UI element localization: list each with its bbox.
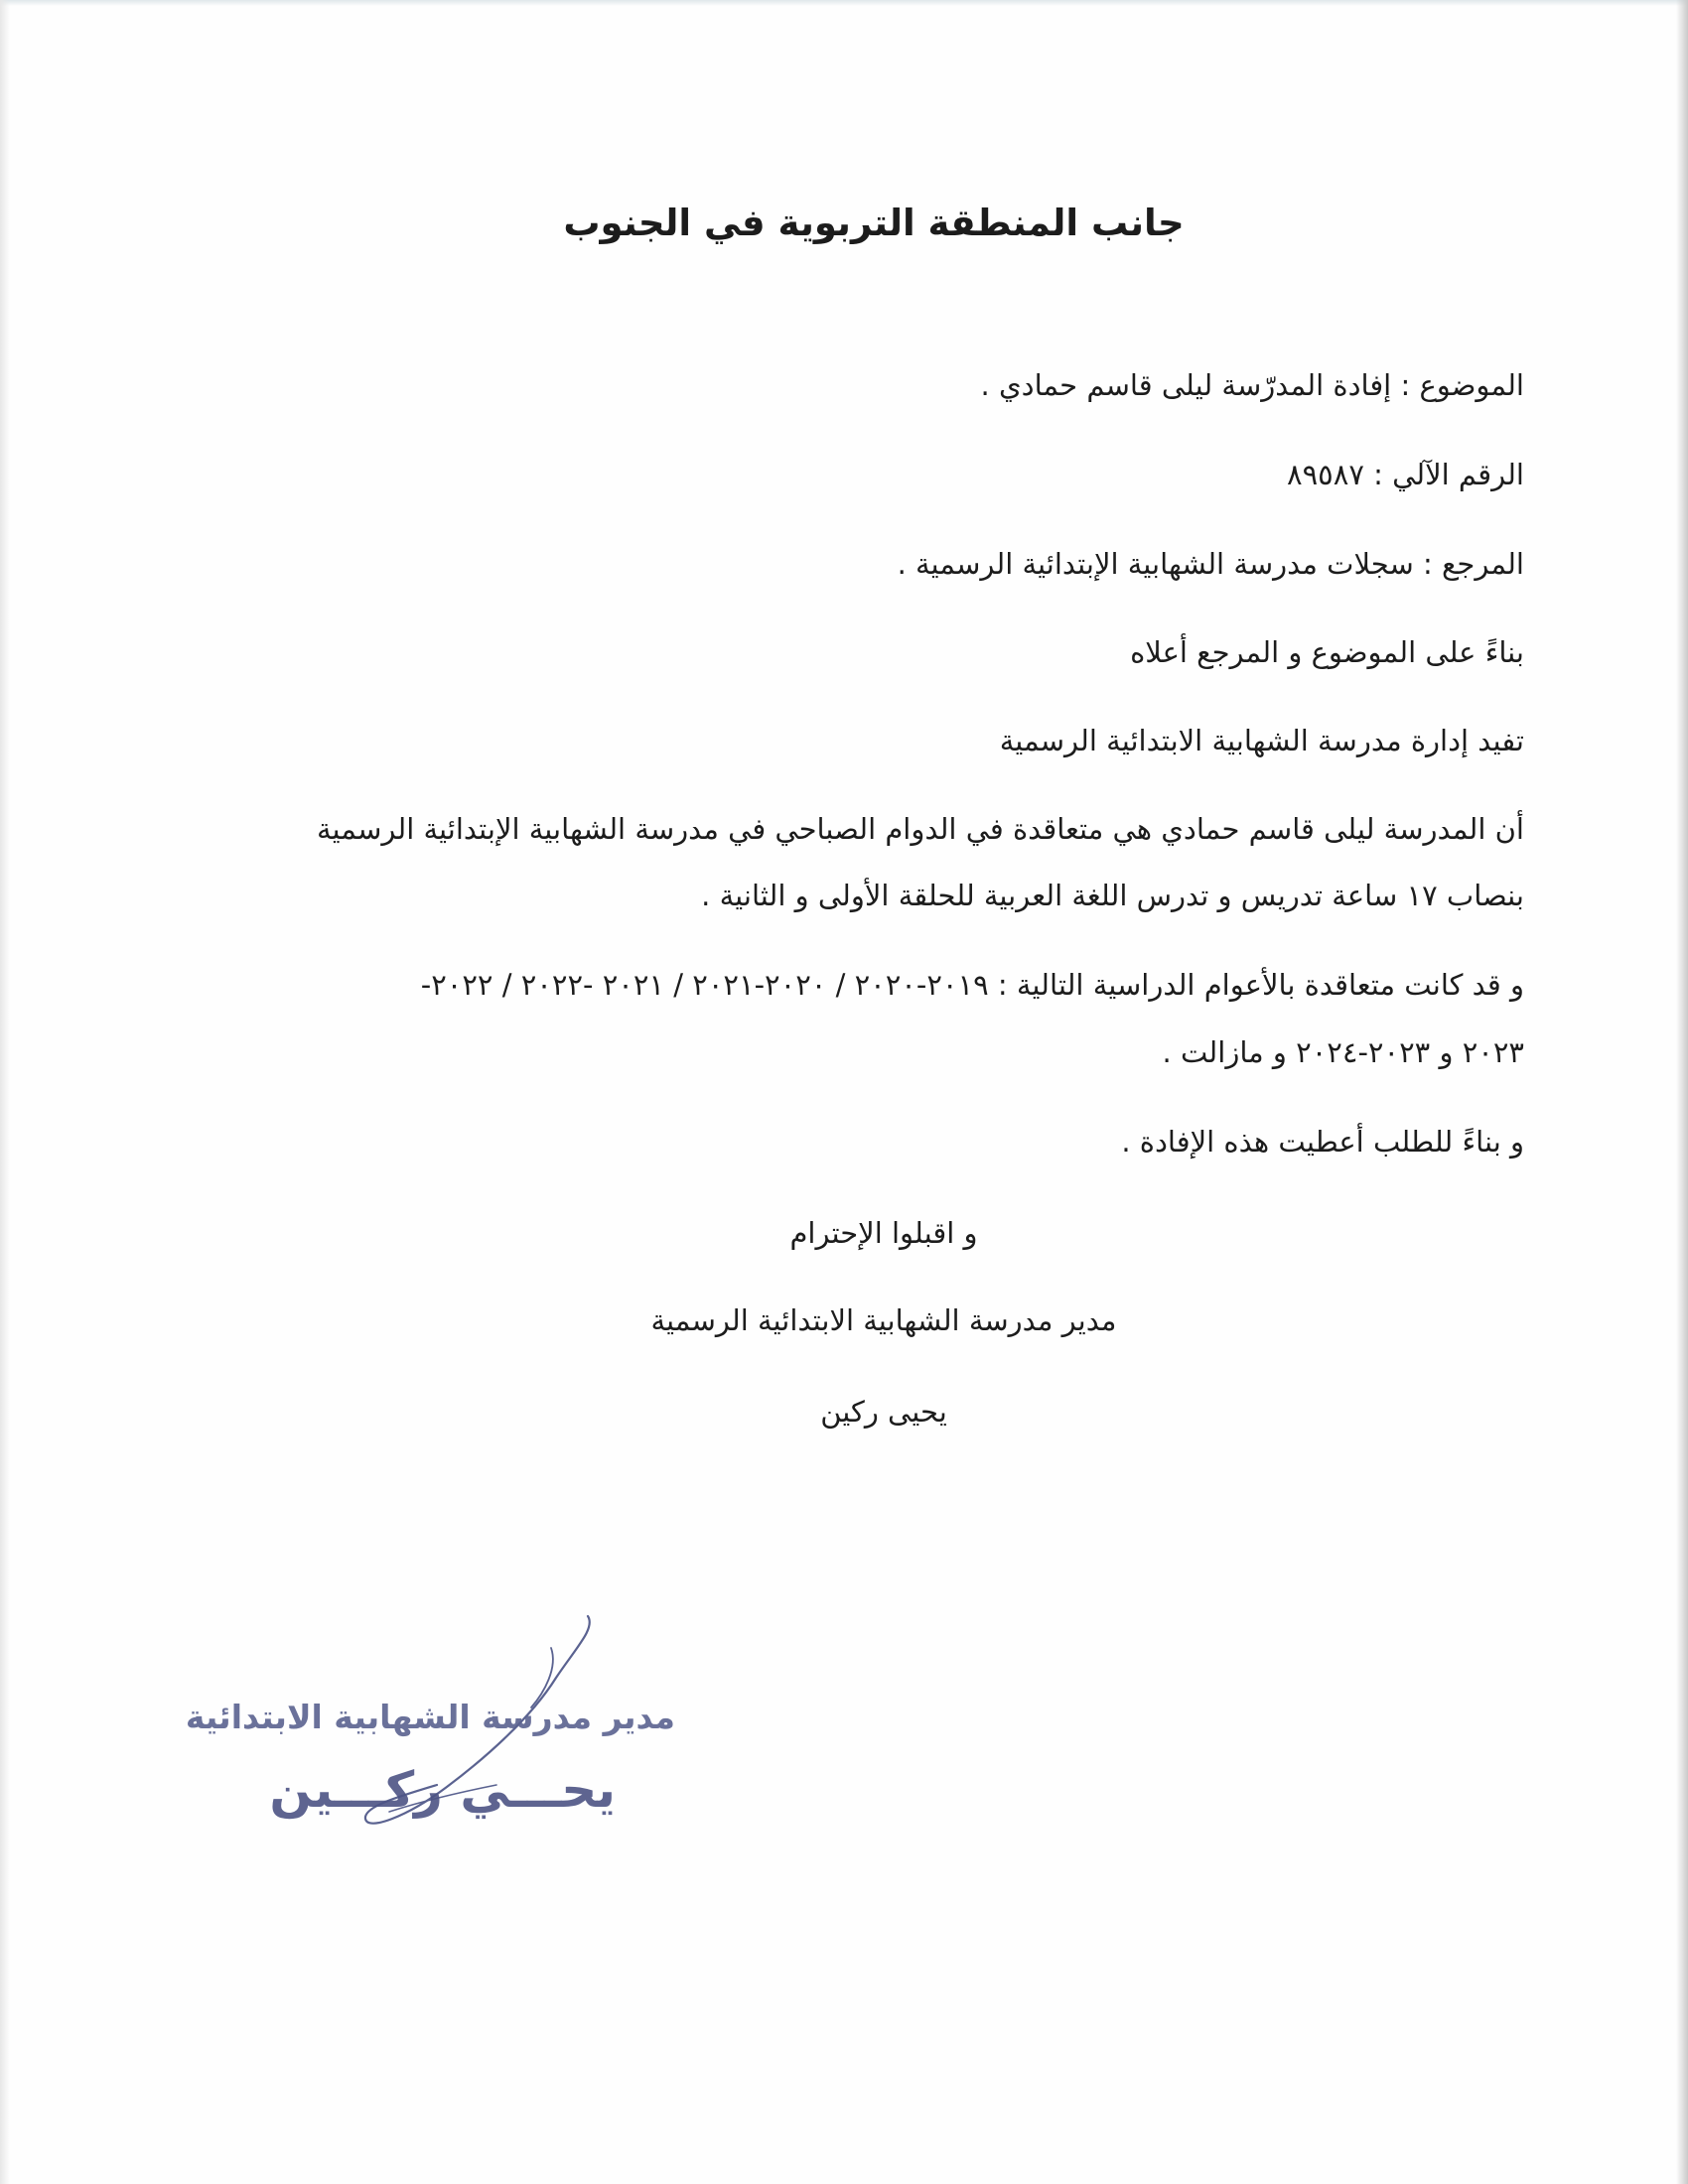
request-line: و بناءً للطلب أعطيت هذه الإفادة . bbox=[1121, 1125, 1524, 1159]
signer-name: يحيى ركين bbox=[820, 1395, 947, 1429]
signer-title: مدير مدرسة الشهابية الابتدائية الرسمية bbox=[650, 1303, 1117, 1337]
scan-edge-right bbox=[1676, 0, 1688, 2184]
stamp-title: مدير مدرسة الشهابية الابتدائية bbox=[185, 1698, 675, 1736]
scan-edge-top bbox=[0, 0, 1688, 6]
body-line-2: بنصاب ١٧ ساعة تدريس و تدرس اللغة العربية للحلقة الأولى و الثانية . bbox=[701, 879, 1524, 912]
subject-line: الموضوع : إفادة المدرّسة ليلى قاسم حمادي . bbox=[980, 368, 1524, 402]
years-line-2: ٢٠٢٣ و ٢٠٢٣-٢٠٢٤ و مازالت . bbox=[1162, 1035, 1524, 1069]
years-line-1: و قد كانت متعاقدة بالأعوام الدراسية التالية : ٢٠١٩-٢٠٢٠ / ٢٠٢٠-٢٠٢١ / ٢٠٢١ -٢٠٢٢ / ٢٠٢٢- bbox=[420, 968, 1524, 1002]
reference-line: المرجع : سجلات مدرسة الشهابية الإبتدائية الرسمية . bbox=[897, 547, 1524, 581]
stamp-name: يحـــي ركـــين bbox=[269, 1761, 616, 1819]
body-line-1: أن المدرسة ليلى قاسم حمادي هي متعاقدة في الدوام الصباحي في مدرسة الشهابية الإبتدائية الرسمية bbox=[317, 812, 1524, 846]
automated-number-line: الرقم الآلي : ٨٩٥٨٧ bbox=[1287, 458, 1524, 491]
signature-stamp bbox=[185, 1608, 715, 1846]
letter-heading: جانب المنطقة التربوية في الجنوب bbox=[563, 202, 1185, 244]
scan-edge-left bbox=[0, 0, 10, 2184]
based-on-line: بناءً على الموضوع و المرجع أعلاه bbox=[1130, 635, 1524, 669]
closing-line: و اقبلوا الإحترام bbox=[789, 1216, 978, 1250]
administration-line: تفيد إدارة مدرسة الشهابية الابتدائية الرسمية bbox=[999, 724, 1524, 757]
